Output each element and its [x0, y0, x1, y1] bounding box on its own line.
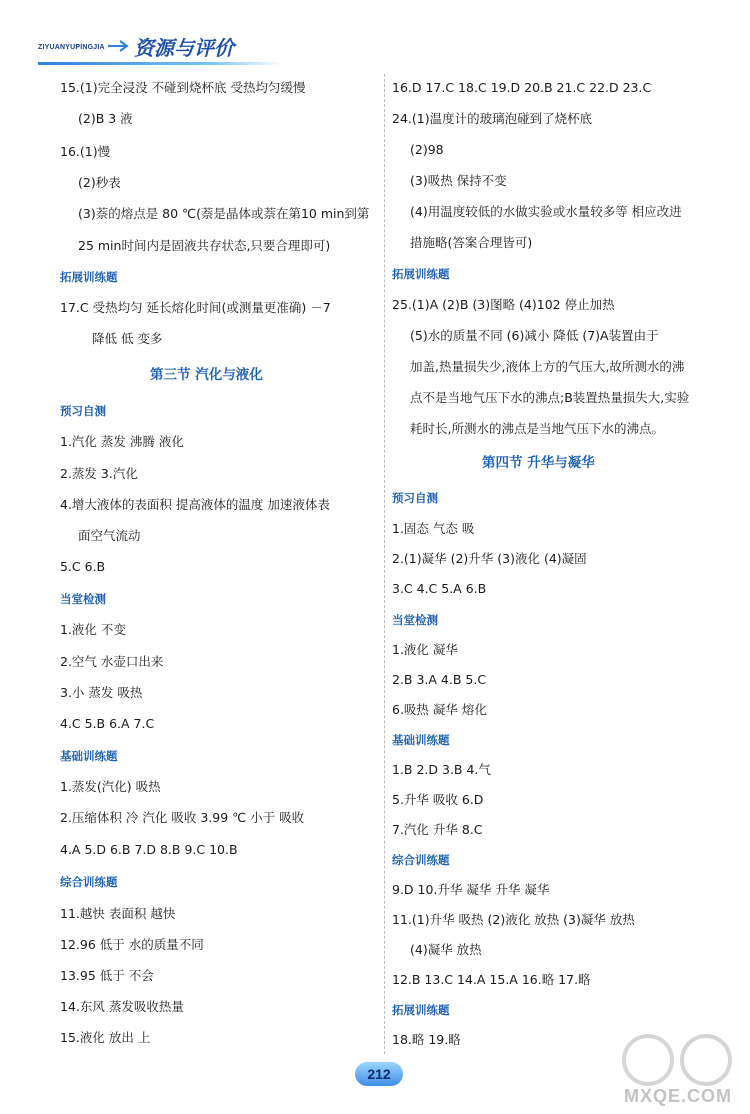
header-title: 资源与评价	[134, 36, 234, 60]
watermark-logo-icon	[618, 1030, 738, 1090]
chapter-title: 第三节 汽化与液化	[150, 367, 263, 383]
answer-line: 18.略 19.略	[392, 1032, 461, 1047]
answer-line: 12.B 13.C 14.A 15.A 16.略 17.略	[392, 972, 591, 987]
section-heading: 当堂检测	[392, 613, 438, 627]
answer-line: 16.D 17.C 18.C 19.D 20.B 21.C 22.D 23.C	[392, 80, 652, 95]
answer-line: 3.小 蒸发 吸热	[60, 685, 143, 700]
answer-line: 5.C 6.B	[60, 559, 106, 574]
answer-line: 6.吸热 凝华 熔化	[392, 702, 487, 717]
answer-line: 2.蒸发 3.汽化	[60, 466, 138, 481]
answer-line: 25 min时间内是固液共存状态,只要合理即可)	[78, 238, 331, 253]
answer-line: 1.固态 气态 吸	[392, 521, 475, 536]
answer-line: 1.蒸发(汽化) 吸热	[60, 779, 161, 794]
answer-line: 1.液化 不变	[60, 622, 126, 637]
answer-line: 2.压缩体积 冷 汽化 吸收 3.99 ℃ 小于 吸收	[60, 810, 305, 825]
answer-line: 1.汽化 蒸发 沸腾 液化	[60, 434, 184, 449]
section-heading: 基础训练题	[392, 733, 450, 747]
answer-line: 点不是当地气压下水的沸点;B装置热量损失大,实验	[410, 390, 690, 405]
section-heading: 预习自测	[392, 491, 438, 505]
section-heading: 拓展训练题	[392, 267, 450, 281]
answer-line: (3)萘的熔点是 80 ℃(萘是晶体或萘在第10 min到第	[78, 206, 370, 221]
answer-line: 4.A 5.D 6.B 7.D 8.B 9.C 10.B	[60, 842, 238, 857]
answer-line: (2)98	[410, 142, 444, 157]
answer-line: 面空气流动	[78, 528, 141, 543]
answer-line: 加盖,热量损失少,液体上方的气压大,故所测水的沸	[410, 359, 685, 374]
page-number: 212	[355, 1062, 403, 1086]
watermark-text: MXQE.COM	[624, 1086, 733, 1106]
answer-line: 17.C 受热均匀 延长熔化时间(或测量更准确) －7	[60, 300, 331, 315]
chapter-title: 第四节 升华与凝华	[482, 455, 595, 471]
section-heading: 当堂检测	[60, 592, 106, 606]
answer-line: (5)水的质量不同 (6)减小 降低 (7)A装置由于	[410, 328, 659, 343]
answer-line: 2.B 3.A 4.B 5.C	[392, 672, 487, 687]
answer-line: (4)用温度较低的水做实验或水量较多等 相应改进	[410, 204, 682, 219]
answer-line: 7.汽化 升华 8.C	[392, 822, 483, 837]
answer-line: (4)凝华 放热	[410, 942, 482, 957]
answer-line: 1.液化 凝华	[392, 642, 458, 657]
header-pinyin: ZIYUANYUPINGJIA	[38, 44, 105, 51]
answer-line: 24.(1)温度计的玻璃泡碰到了烧杯底	[392, 111, 593, 126]
header-arrow-icon	[106, 38, 132, 54]
answer-line: (3)吸热 保持不变	[410, 173, 507, 188]
section-heading: 拓展训练题	[60, 270, 118, 284]
section-heading: 拓展训练题	[392, 1003, 450, 1017]
column-divider	[384, 74, 385, 1054]
answer-line: 1.B 2.D 3.B 4.气	[392, 762, 491, 777]
answer-line: (2)秒表	[78, 175, 121, 190]
answer-line: 15.(1)完全浸没 不碰到烧杯底 受热均匀缓慢	[60, 80, 306, 95]
answer-line: 2.空气 水壶口出来	[60, 654, 164, 669]
page-header	[38, 30, 298, 70]
answer-line: 措施略(答案合理皆可)	[410, 235, 533, 250]
answer-line: 4.增大液体的表面积 提高液体的温度 加速液体表	[60, 497, 330, 512]
answer-line: 13.95 低于 不会	[60, 968, 154, 983]
answer-line: (2)B 3 液	[78, 111, 133, 126]
section-heading: 预习自测	[60, 404, 106, 418]
answer-line: 15.液化 放出 上	[60, 1030, 151, 1045]
answer-line: 25.(1)A (2)B (3)图略 (4)102 停止加热	[392, 297, 615, 312]
answer-line: 4.C 5.B 6.A 7.C	[60, 716, 155, 731]
answer-line: 12.96 低于 水的质量不同	[60, 937, 204, 952]
answer-line: 9.D 10.升华 凝华 升华 凝华	[392, 882, 550, 897]
answer-line: 14.东风 蒸发吸收热量	[60, 999, 184, 1014]
section-heading: 基础训练题	[60, 749, 118, 763]
section-heading: 综合训练题	[60, 875, 118, 889]
answer-line: 16.(1)慢	[60, 144, 111, 159]
answer-line: 11.(1)升华 吸热 (2)液化 放热 (3)凝华 放热	[392, 912, 635, 927]
header-underline	[38, 62, 283, 65]
answer-line: 2.(1)凝华 (2)升华 (3)液化 (4)凝固	[392, 551, 587, 566]
section-heading: 综合训练题	[392, 853, 450, 867]
answer-line: 耗时长,所测水的沸点是当地气压下水的沸点。	[410, 421, 664, 436]
answer-line: 降低 低 变多	[92, 331, 163, 346]
answer-line: 11.越快 表面积 越快	[60, 906, 176, 921]
answer-line: 5.升华 吸收 6.D	[392, 792, 484, 807]
answer-line: 3.C 4.C 5.A 6.B	[392, 581, 487, 596]
